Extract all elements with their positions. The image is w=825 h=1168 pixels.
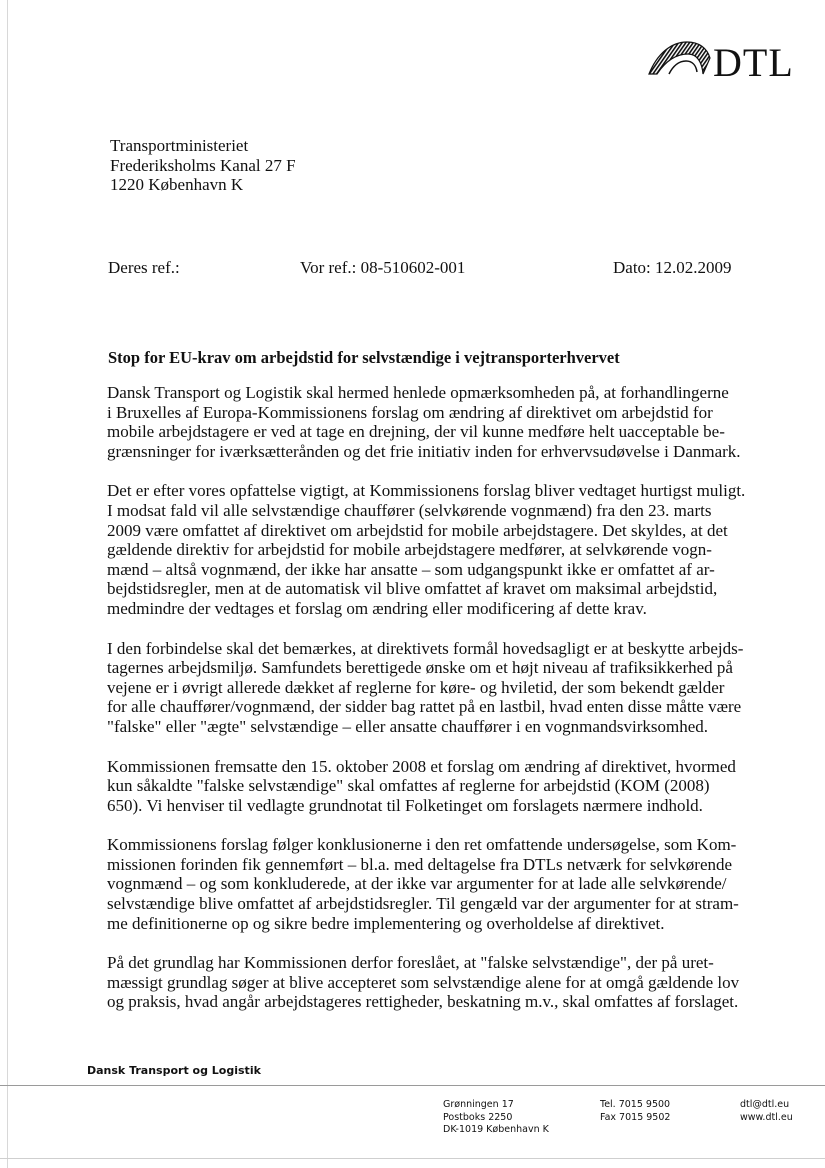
footer-web — [740, 1099, 793, 1124]
body-paragraph — [107, 835, 739, 933]
body-paragraph — [107, 757, 735, 816]
footer-company-name: Dansk Transport og Logistik — [87, 1064, 261, 1077]
body-line: gældende direktiv for arbejdstid for mobile arbejdstagere medfører, at selvkørende vogn- — [107, 540, 712, 560]
body-line: missionen forinden fik gennemført – bl.a. med deltagelse fra DTLs netværk for selvkørende — [107, 854, 733, 874]
logo-text: DTL — [713, 40, 794, 85]
letter-subject: Stop for EU-krav om arbejdstid for selvstændige i vejtransporterhvervet — [108, 348, 620, 367]
body-line: På det grundlag har Kommissionen derfor foreslået, at "falske selvstændige", der på uret- — [107, 953, 714, 973]
body-paragraph — [107, 953, 740, 1012]
footer-address — [443, 1099, 549, 1137]
body-line: Dansk Transport og Logistik skal hermed henlede opmærksomheden på, at forhandlingerne — [107, 383, 729, 402]
recipient-line: 1220 København K — [110, 175, 244, 194]
footer-divider — [0, 1085, 825, 1086]
recipient-address — [110, 136, 296, 195]
dtl-logo — [647, 34, 817, 85]
body-line: "falske" eller "ægte" selvstændige – eller ansatte chauffører i en vognmandsvirksomhed. — [107, 716, 709, 736]
body-line: Det er efter vores opfattelse vigtigt, at Kommissionens forslag bliver vedtaget hurtigst muligt. — [107, 481, 746, 501]
body-line: I modsat fald vil alle selvstændige chauffører (selvkørende vognmænd) fra den 23. marts — [107, 500, 712, 520]
body-line: I den forbindelse skal det bemærkes, at direktivets formål hovedsagligt er at beskytte arbejds- — [107, 638, 744, 658]
body-line: Kommissionens forslag følger konklusionerne i den ret omfattende undersøgelse, som Kom- — [107, 835, 737, 855]
recipient-line: Frederiksholms Kanal 27 F — [110, 155, 296, 175]
footer-address-line: Postboks 2250 — [443, 1111, 513, 1123]
footer-website: www.dtl.eu — [740, 1111, 793, 1123]
vor-ref: Vor ref.: 08-510602-001 — [300, 258, 466, 277]
deres-ref: Deres ref.: — [108, 258, 180, 277]
body-line: og praksis, hvad angår arbejdstageres rettigheder, beskatning m.v., skal omfattes af forslaget. — [107, 992, 739, 1012]
footer-address-line: Grønningen 17 — [443, 1099, 514, 1110]
body-line: 2009 være omfattet af direktivet om arbejdstid for mobile arbejdstagere. Det skyldes, at det — [107, 520, 728, 540]
body-line: selvstændige blive omfattet af arbejdstidsregler. Til gengæld var der argumenter for at stram- — [107, 894, 739, 914]
body-line: bejdstidsregler, men at de automatisk vil blive omfattet af kravet om maksimal arbejdstid, — [107, 579, 718, 599]
letter-date: Dato: 12.02.2009 — [613, 258, 732, 277]
letter-body — [107, 383, 746, 1032]
footer-phone-line: Tel. 7015 9500 — [600, 1099, 671, 1110]
body-line: for alle chauffører/vognmænd, der sidder bag rattet på en lastbil, hvad enten disse måtte være — [107, 697, 742, 717]
footer-email: dtl@dtl.eu — [740, 1099, 790, 1110]
body-line: Kommissionen fremsatte den 15. oktober 2008 et forslag om ændring af direktivet, hvormed — [107, 756, 736, 776]
body-line: kun såkaldte "falske selvstændige" skal omfattes af reglerne for arbejdstid (KOM (2008) — [107, 776, 710, 796]
dtl-arc-logo-icon — [647, 34, 713, 80]
body-line: medmindre der vedtages et forslag om ændring eller modificering af dette krav. — [107, 598, 647, 618]
body-line: mæssigt grundlag søger at blive accepteret som selvstændige alene for at omgå gældende lov — [107, 972, 740, 992]
body-line: tagernes arbejdsmiljø. Samfundets berettigede ønske om et højt niveau af trafiksikkerhed på — [107, 658, 733, 678]
body-line: grænsninger for iværksætterånden og det frie initiativ inden for erhvervsudøvelse i Danmark. — [107, 441, 741, 461]
body-line: vognmænd – og som konkluderede, at der ikke var argumenter for at lade alle selvkørende/ — [107, 874, 727, 894]
scan-edge-left — [7, 0, 8, 1168]
scan-edge-bottom — [0, 1158, 825, 1159]
footer-phone — [600, 1099, 670, 1124]
body-line: me definitionerne op og sikre bedre implementering og overholdelse af direktivet. — [107, 913, 665, 933]
body-line: vejene er i øvrigt allerede dækket af reglerne for køre- og hviletid, der som bekendt gælder — [107, 677, 725, 697]
recipient-line: Transportministeriet — [110, 136, 249, 155]
body-line: mænd – altså vognmænd, der ikke har ansatte – som udgangspunkt ikke er omfattet af ar- — [107, 559, 715, 579]
body-line: i Bruxelles af Europa-Kommissionens forslag om ændring af direktivet om arbejdstid for — [107, 402, 713, 422]
footer-fax-line: Fax 7015 9502 — [600, 1111, 671, 1123]
body-line: 650). Vi henviser til vedlagte grundnotat til Folketinget om forslagets nærmere indhold. — [107, 795, 703, 815]
body-paragraph — [107, 481, 746, 618]
body-line: mobile arbejdstagere er ved at tage en drejning, der vil kunne medføre helt uacceptable be- — [107, 422, 725, 442]
footer-address-line: DK-1019 København K — [443, 1124, 549, 1135]
body-paragraph — [107, 638, 744, 737]
body-paragraph — [107, 383, 741, 461]
